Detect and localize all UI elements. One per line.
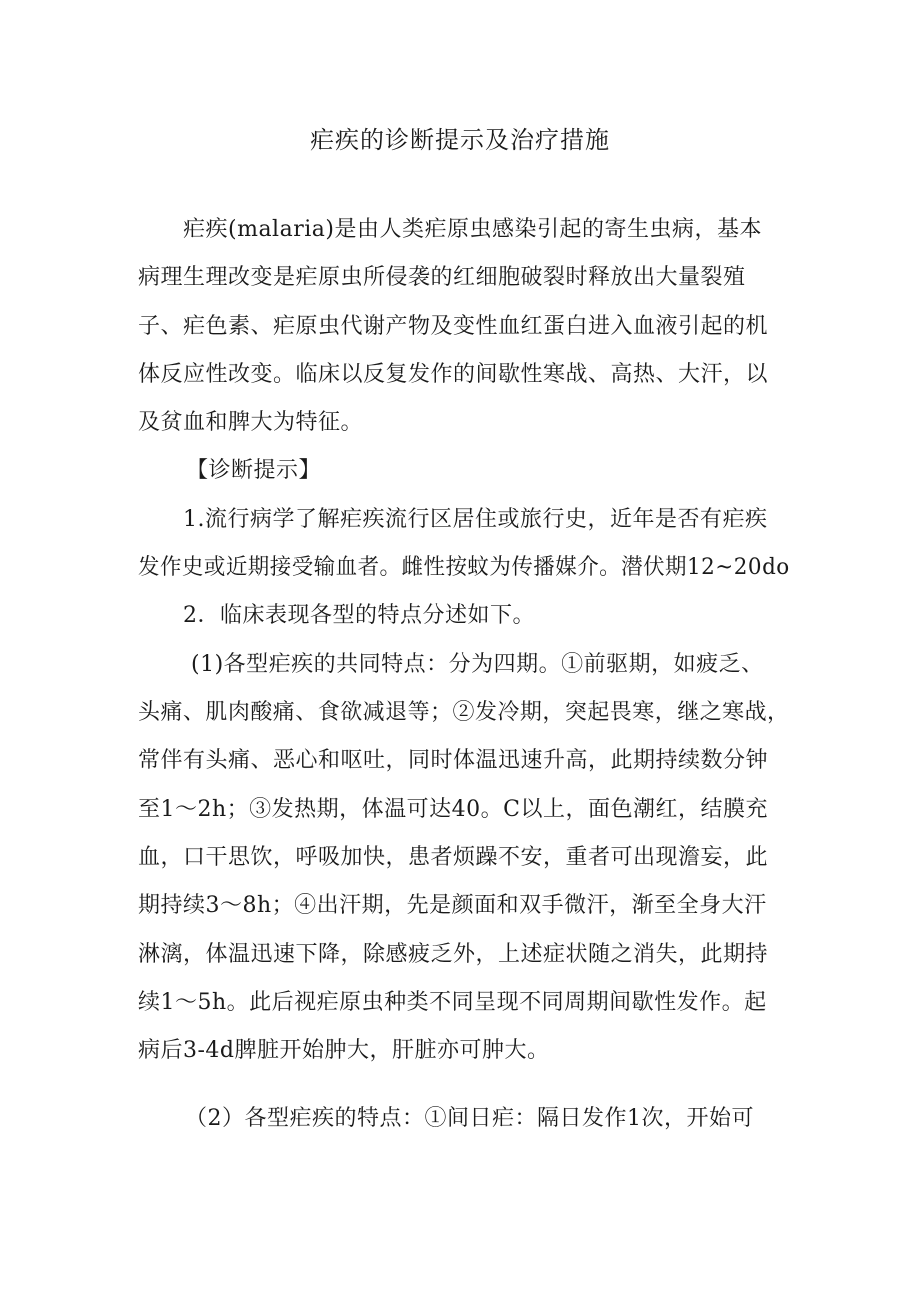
paragraph-line: 续1～5h。此后视疟原虫种类不同呈现不同周期间歇性发作。起 bbox=[138, 990, 767, 1015]
paragraph-line: 1.流行病学了解疟疾流行区居住或旅行史，近年是否有疟疾 bbox=[183, 507, 768, 532]
paragraph-line: 子、疟色素、疟原虫代谢产物及变性血红蛋白进入血液引起的机 bbox=[138, 314, 769, 339]
paragraph-line: 及贫血和脾大为特征。 bbox=[138, 410, 364, 435]
paragraph-line: 至1～2h；③发热期，体温可达40。C以上，面色潮红，结膜充 bbox=[138, 797, 768, 822]
document-title: 疟疾的诊断提示及治疗措施 bbox=[310, 126, 610, 154]
paragraph-line: 2．临床表现各型的特点分述如下。 bbox=[183, 603, 535, 628]
paragraph-line: 病理生理改变是疟原虫所侵袭的红细胞破裂时释放出大量裂殖 bbox=[138, 265, 746, 290]
paragraph-line: 常伴有头痛、恶心和呕吐，同时体温迅速升高，此期持续数分钟 bbox=[138, 748, 769, 773]
paragraph-line: 体反应性改变。临床以反复发作的间歇性寒战、高热、大汗，以 bbox=[138, 362, 769, 387]
paragraph-line: 病后3-4d脾脏开始肿大，肝脏亦可肿大。 bbox=[138, 1038, 550, 1063]
paragraph-line: 血，口干思饮，呼吸加快，患者烦躁不安，重者可出现澹妄，此 bbox=[138, 845, 769, 870]
paragraph-line: 期持续3～8h；④出汗期，先是颜面和双手微汗，渐至全身大汗 bbox=[138, 893, 767, 918]
paragraph-line: 发作史或近期接受输血者。雌性按蚊为传播媒介。潜伏期12~20do bbox=[138, 555, 790, 580]
paragraph-line: 头痛、肌肉酸痛、食欲减退等；②发冷期，突起畏寒，继之寒战， bbox=[138, 700, 790, 725]
paragraph-line: (1)各型疟疾的共同特点：分为四期。①前驱期，如疲乏、 bbox=[191, 652, 764, 677]
paragraph-line: （2）各型疟疾的特点：①间日疟：隔日发作1次，开始可 bbox=[185, 1106, 754, 1131]
section-heading: 【诊断提示】 bbox=[186, 458, 322, 483]
paragraph-line: 淋漓，体温迅速下降，除感疲乏外，上述症状随之消失，此期持 bbox=[138, 942, 769, 967]
paragraph-line: 疟疾(malaria)是由人类疟原虫感染引起的寄生虫病，基本 bbox=[183, 217, 762, 242]
